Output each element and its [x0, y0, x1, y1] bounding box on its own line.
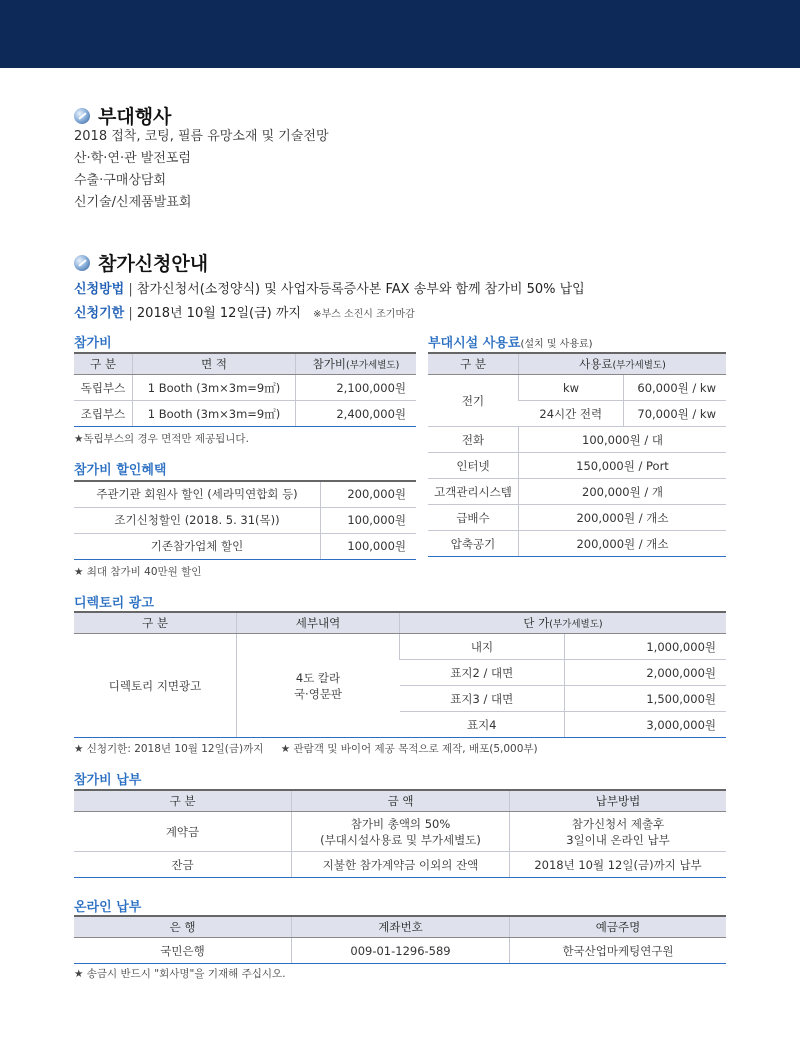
globe-bullet-icon — [74, 108, 90, 124]
discount-table — [74, 480, 416, 560]
facility-title-text: 부대시설 사용료 — [428, 336, 521, 351]
facility-cell: 전화 — [428, 427, 519, 453]
payment-cell: 잔금 — [74, 852, 292, 878]
discount-cell: 100,000원 — [321, 507, 417, 533]
payment-amount-line: 참가비 총액의 50% — [350, 816, 451, 831]
facility-cell: 150,000원 / Port — [519, 453, 727, 479]
facility-cell: 200,000원 / 개소 — [519, 505, 727, 531]
payment-header: 구 분 — [74, 790, 292, 812]
facility-title-note: (설치 및 사용료) — [520, 339, 593, 350]
directory-detail-line: 국·영문판 — [293, 686, 343, 701]
directory-cell: 내지 — [400, 634, 565, 660]
facility-header-vat: (부가세별도) — [612, 360, 666, 371]
globe-bullet-icon — [74, 255, 90, 271]
facility-cell: 고객관리시스템 — [428, 479, 519, 505]
facility-cell: kw — [519, 375, 624, 401]
facility-title — [428, 332, 593, 351]
directory-header-type: 구 분 — [74, 612, 237, 634]
directory-cell: 2,000,000원 — [565, 660, 727, 686]
fee-cell: 독립부스 — [74, 375, 133, 401]
directory-header-vat: (부가세별도) — [549, 619, 603, 630]
directory-notes — [74, 741, 538, 756]
discount-cell: 조기신청할인 (2018. 5. 31(목)) — [74, 507, 321, 533]
payment-header: 금 액 — [292, 790, 510, 812]
directory-cell: 표지3 / 대면 — [400, 686, 565, 712]
directory-header-price-text: 단 가 — [523, 616, 550, 630]
fee-table — [74, 352, 416, 427]
online-cell: 한국산업마케팅연구원 — [510, 938, 727, 964]
payment-cell — [292, 812, 510, 852]
facility-cell: 200,000원 / 개소 — [519, 531, 727, 557]
online-header: 계좌번호 — [292, 916, 510, 938]
fee-cell: 2,100,000원 — [296, 375, 417, 401]
directory-cell: 표지4 — [400, 712, 565, 738]
online-cell: 009-01-1296-589 — [292, 938, 510, 964]
fee-header-price — [296, 353, 417, 375]
apply-method: 신청방법 | 참가신청서(소정양식) 및 사업자등록증사본 FAX 송부와 함께 참가비 50% 납입 — [74, 282, 585, 297]
directory-cell: 1,000,000원 — [565, 634, 727, 660]
online-table — [74, 915, 726, 964]
facility-header-fee — [519, 353, 727, 375]
payment-cell: 계약금 — [74, 812, 292, 852]
payment-method-line: 3일이내 온라인 납부 — [566, 832, 670, 847]
deadline-label: 신청기한 — [74, 306, 125, 321]
directory-category: 디렉토리 지면광고 — [74, 634, 237, 738]
online-header: 은 행 — [74, 916, 292, 938]
facility-header-fee-text: 사용료 — [579, 357, 613, 371]
facility-cell: 100,000원 / 대 — [519, 427, 727, 453]
apply-title-text: 참가신청안내 — [98, 253, 209, 275]
online-cell: 국민은행 — [74, 938, 292, 964]
apply-deadline: 신청기한 | 2018년 10월 12일(금) 까지 ※부스 소진시 조기마감 — [74, 306, 415, 321]
directory-table — [74, 611, 726, 738]
discount-note: ★ 최대 참가비 40만원 할인 — [74, 566, 202, 578]
fee-cell: 조립부스 — [74, 401, 133, 427]
payment-cell: 2018년 10월 12일(금)까지 납부 — [510, 852, 727, 878]
fee-header-vat: (부가세별도) — [346, 360, 400, 371]
method-text: 참가신청서(소정양식) 및 사업자등록증사본 FAX 송부와 함께 참가비 50% 납입 — [136, 282, 585, 297]
discount-cell: 기존참가업체 할인 — [74, 533, 321, 559]
directory-header-price — [400, 612, 727, 634]
event-item: 수출·구매상담회 — [74, 173, 167, 188]
facility-cell: 압축공기 — [428, 531, 519, 557]
directory-title: 디렉토리 광고 — [74, 596, 154, 611]
facility-cell: 70,000원 / kw — [624, 401, 727, 427]
event-item: 신기술/신제품발표회 — [74, 195, 192, 210]
directory-cell: 표지2 / 대면 — [400, 660, 565, 686]
directory-cell: 1,500,000원 — [565, 686, 727, 712]
header-bar — [0, 0, 800, 68]
facility-cell: 24시간 전력 — [519, 401, 624, 427]
online-header: 예금주명 — [510, 916, 727, 938]
discount-cell: 200,000원 — [321, 481, 417, 507]
payment-header: 납부방법 — [510, 790, 727, 812]
directory-detail-line: 4도 칼라 — [295, 670, 341, 685]
fee-cell: 1 Booth (3m×3m=9㎡) — [133, 375, 296, 401]
fee-header-type: 구 분 — [74, 353, 133, 375]
apply-section-title — [74, 249, 208, 276]
directory-note: ★ 관람객 및 바이어 제공 목적으로 제작, 배포(5,000부) — [280, 743, 538, 755]
payment-method-line: 참가신청서 제출후 — [571, 816, 665, 831]
events-title-text: 부대행사 — [98, 106, 172, 128]
online-title: 온라인 납부 — [74, 900, 142, 915]
deadline-text: 2018년 10월 12일(금) 까지 — [136, 306, 301, 321]
events-section-title — [74, 102, 171, 129]
facility-cell: 전기 — [428, 375, 519, 427]
facility-cell: 60,000원 / kw — [624, 375, 727, 401]
facility-cell: 인터넷 — [428, 453, 519, 479]
deadline-note: ※부스 소진시 조기마감 — [313, 309, 415, 320]
facility-header-type: 구 분 — [428, 353, 519, 375]
facility-table — [428, 352, 726, 557]
facility-cell: 200,000원 / 개 — [519, 479, 727, 505]
fee-note: ★독립부스의 경우 면적만 제공됩니다. — [74, 433, 249, 445]
fee-cell: 1 Booth (3m×3m=9㎡) — [133, 401, 296, 427]
payment-title: 참가비 납부 — [74, 773, 142, 788]
fee-header-area: 면 적 — [133, 353, 296, 375]
payment-cell — [510, 812, 727, 852]
payment-amount-line: (부대시설사용료 및 부가세별도) — [320, 832, 481, 847]
discount-cell: 100,000원 — [321, 533, 417, 559]
event-item: 2018 접착, 코팅, 필름 유망소재 및 기술전망 — [74, 129, 329, 144]
online-note: ★ 송금시 반드시 "회사명"을 기재해 주십시오. — [74, 968, 286, 980]
method-label: 신청방법 — [74, 282, 125, 297]
directory-header-detail: 세부내역 — [237, 612, 400, 634]
event-item: 산·학·연·관 발전포럼 — [74, 151, 191, 166]
discount-title: 참가비 할인혜택 — [74, 463, 167, 478]
fee-title: 참가비 — [74, 336, 112, 351]
payment-table — [74, 789, 726, 878]
discount-cell: 주관기관 회원사 할인 (세라믹연합회 등) — [74, 481, 321, 507]
directory-note: ★ 신청기한: 2018년 10월 12일(금)까지 — [74, 743, 264, 755]
directory-cell: 3,000,000원 — [565, 712, 727, 738]
events-list — [74, 126, 329, 214]
directory-detail — [237, 634, 400, 738]
fee-cell: 2,400,000원 — [296, 401, 417, 427]
payment-cell: 지불한 참가계약금 이외의 잔액 — [292, 852, 510, 878]
fee-header-price-text: 참가비 — [312, 357, 346, 371]
facility-cell: 급배수 — [428, 505, 519, 531]
